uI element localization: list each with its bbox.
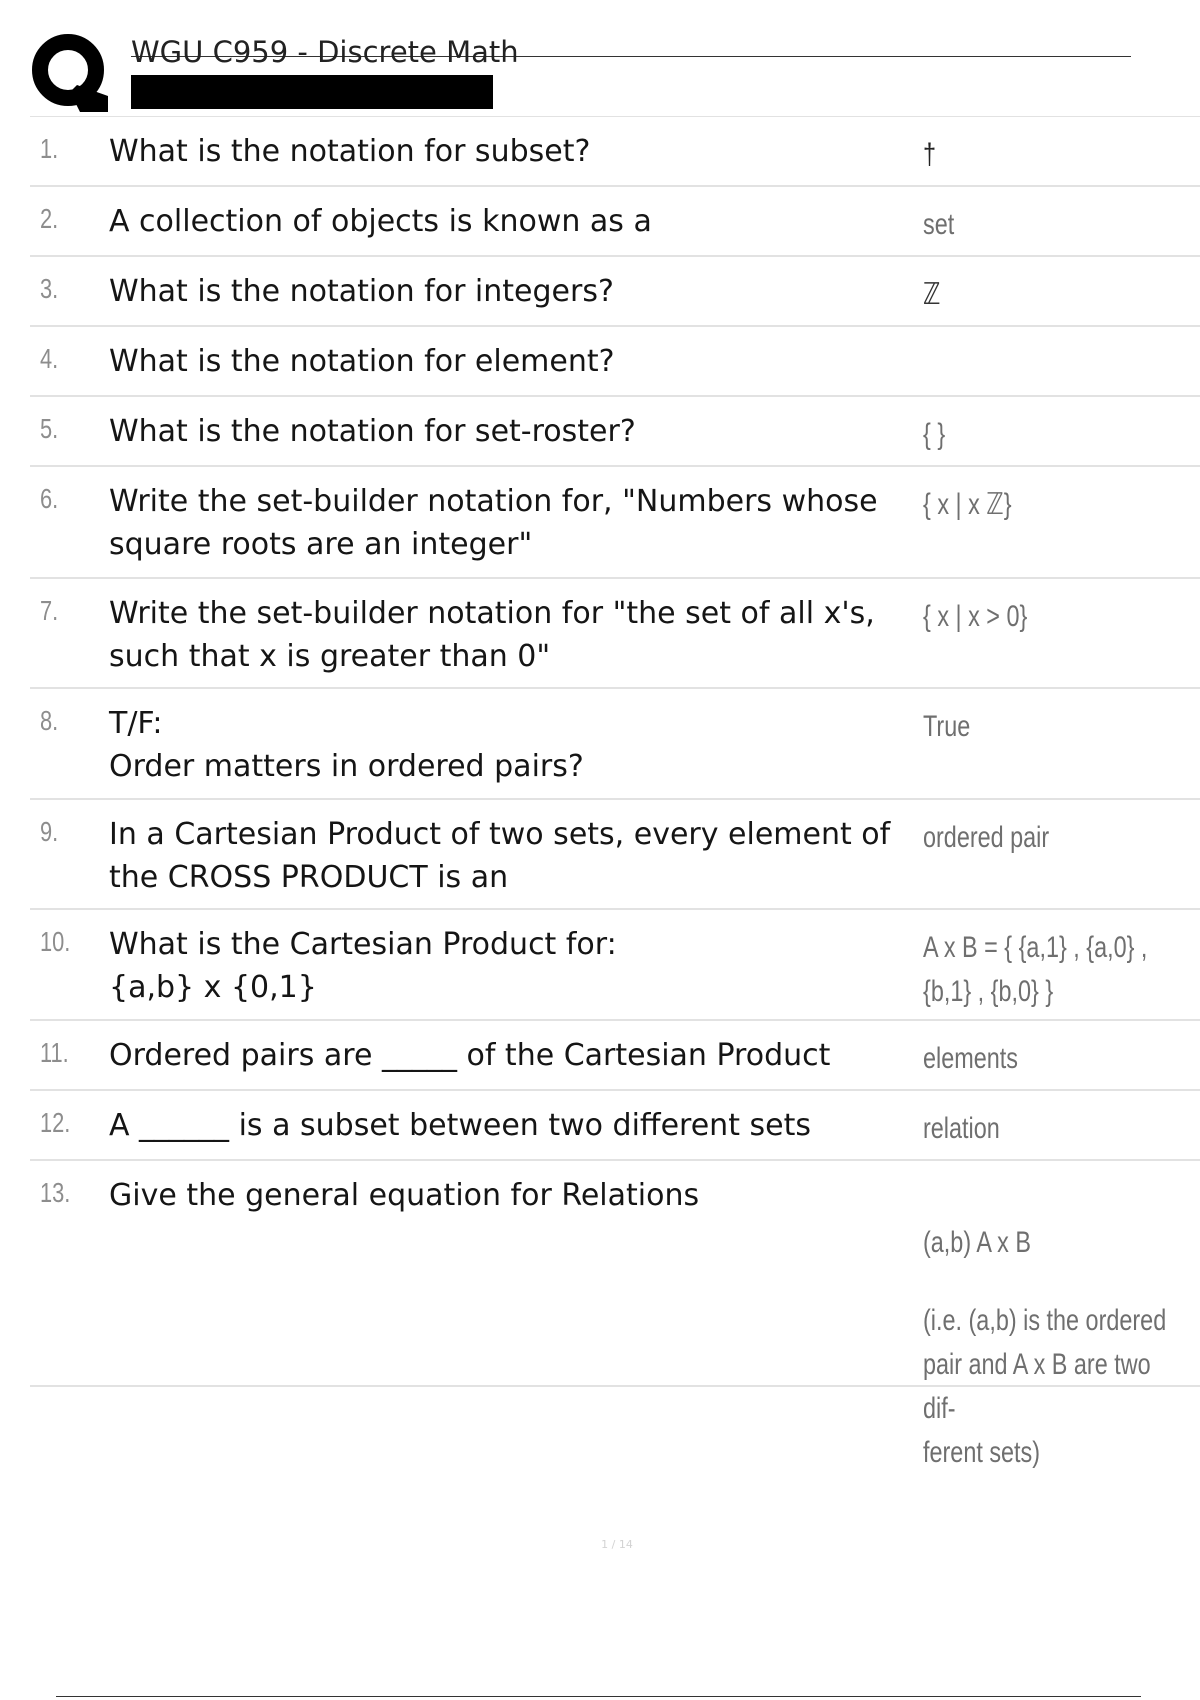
card-number: 7. <box>40 595 59 626</box>
card-question: What is the notation for subset? <box>109 134 591 169</box>
flashcard-row <box>30 1091 1200 1161</box>
flashcard-row <box>30 1161 1200 1469</box>
card-question: What is the notation for element? <box>109 344 615 379</box>
card-answer: † <box>923 138 937 171</box>
flashcard-row <box>30 1021 1200 1091</box>
card-answer-note: (i.e. (a,b) is the ordered pair and A x B are two dif- ferent sets) <box>923 1304 1167 1469</box>
flashcard-row <box>30 397 1200 467</box>
card-question: Give the general equation for Relations <box>109 1178 700 1213</box>
card-question: T/F: Order matters in ordered pairs? <box>109 706 584 784</box>
card-number: 11. <box>40 1037 69 1068</box>
flashcard-row <box>30 117 1200 187</box>
card-number: 10. <box>40 926 71 957</box>
card-number: 13. <box>40 1177 71 1208</box>
card-question: What is the notation for integers? <box>109 274 614 309</box>
card-number: 5. <box>40 413 59 444</box>
card-number: 2. <box>40 203 59 234</box>
flashcard-row <box>30 910 1200 1021</box>
card-answer: ℤ <box>923 278 941 311</box>
card-number: 1. <box>40 133 59 164</box>
card-answer: { } <box>923 418 946 451</box>
quizlet-logo-icon <box>30 30 114 114</box>
card-number: 6. <box>40 483 59 514</box>
flashcard-row <box>30 579 1200 689</box>
card-question: Write the set-builder notation for, "Numbers whose square roots are an integer" <box>109 484 878 562</box>
redacted-author-block <box>131 75 493 109</box>
page-indicator: 1 / 14 <box>601 1538 633 1551</box>
card-question: What is the Cartesian Product for: {a,b} x {0,1} <box>109 927 617 1005</box>
card-answer: { x | x > 0} <box>923 600 1028 633</box>
card-question: In a Cartesian Product of two sets, every element of the CROSS PRODUCT is an <box>109 817 891 895</box>
card-answer: ordered pair <box>923 821 1050 854</box>
flashcard-list <box>30 116 1200 1469</box>
flashcard-row <box>30 257 1200 327</box>
flashcard-row <box>30 187 1200 257</box>
card-answer: A x B = { {a,1} , {a,0} , {b,1} , {b,0} } <box>923 931 1148 1008</box>
flashcard-row <box>30 800 1200 910</box>
card-answer: True <box>923 710 971 743</box>
card-answer: (a,b) A x B <box>923 1226 1031 1259</box>
flashcard-row <box>30 467 1200 579</box>
flashcard-row <box>30 689 1200 800</box>
card-question: What is the notation for set-roster? <box>109 414 636 449</box>
card-number: 12. <box>40 1107 71 1138</box>
card-question: Ordered pairs are _____ of the Cartesian Product <box>109 1038 831 1073</box>
document-header <box>30 30 1150 116</box>
card-question: Write the set-builder notation for "the set of all x's, such that x is greater than 0" <box>109 596 875 674</box>
card-answer: set <box>923 208 955 241</box>
flashcard-row <box>30 327 1200 397</box>
card-answer: relation <box>923 1112 1000 1145</box>
card-number: 4. <box>40 343 59 374</box>
card-question: A ______ is a subset between two different sets <box>109 1108 811 1143</box>
card-number: 3. <box>40 273 59 304</box>
card-answer-block <box>923 1177 1180 1519</box>
document-title: WGU C959 - Discrete Math <box>131 35 519 69</box>
footer-rule <box>56 1696 1141 1697</box>
card-number: 9. <box>40 816 59 847</box>
card-question: A collection of objects is known as a <box>109 204 652 239</box>
card-number: 8. <box>40 705 59 736</box>
card-answer: { x | x ℤ} <box>923 488 1012 521</box>
card-answer: elements <box>923 1042 1018 1075</box>
